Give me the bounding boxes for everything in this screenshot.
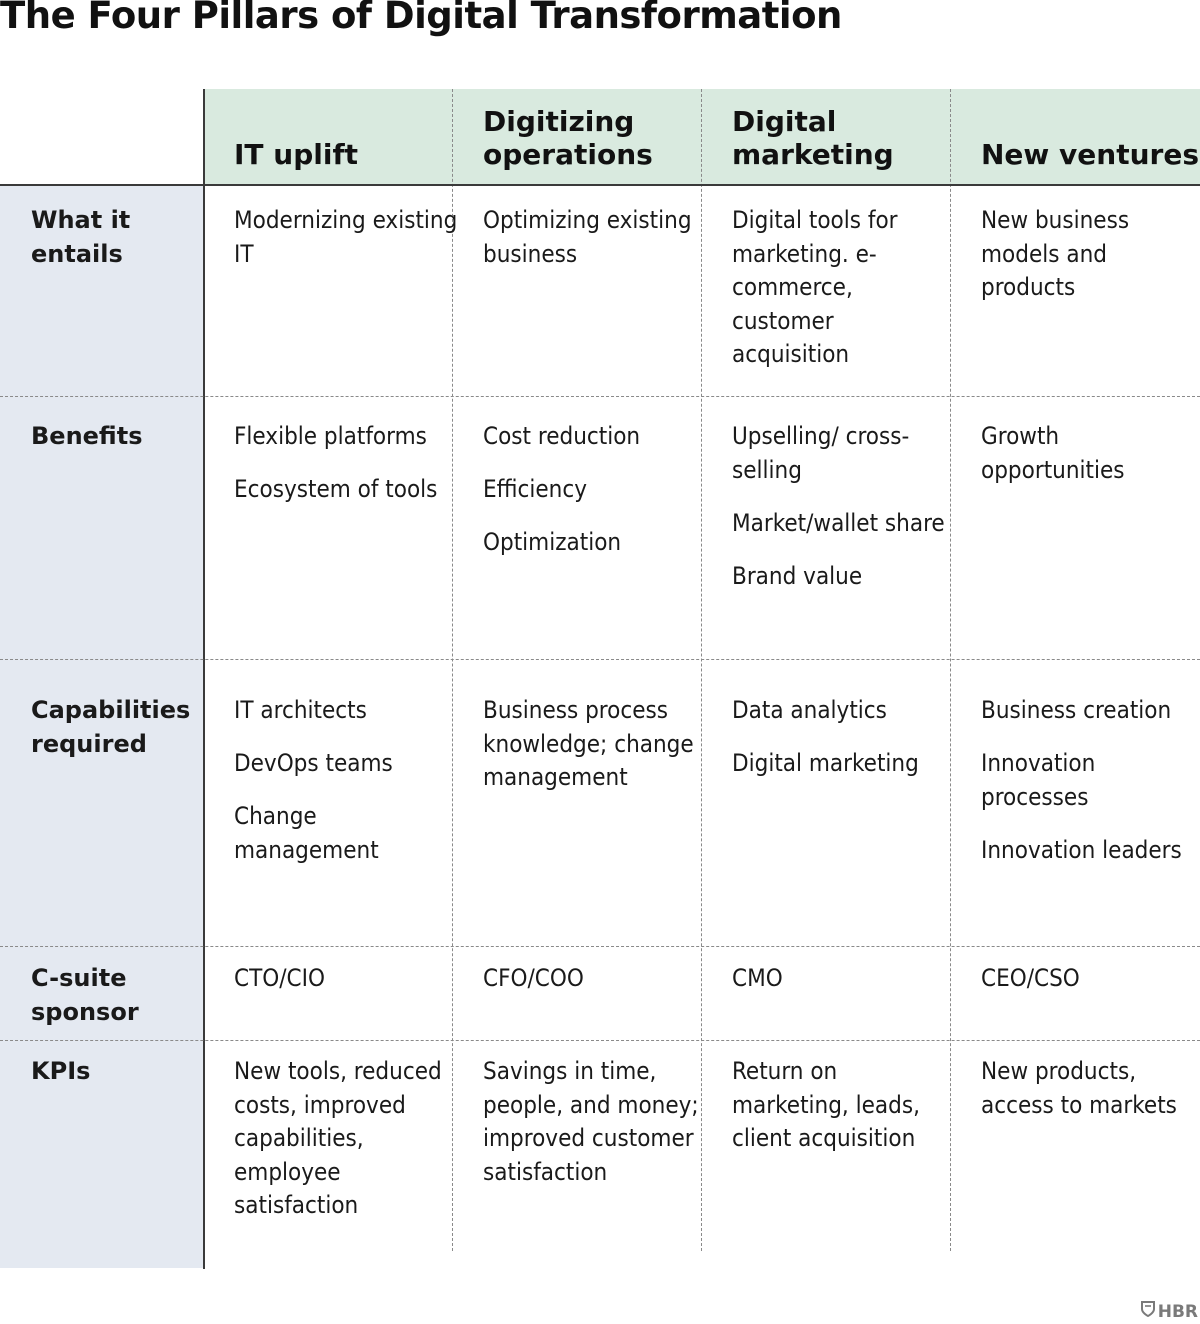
cell-text: Business process knowledge; change management [483, 696, 694, 791]
table-cell [483, 420, 708, 579]
table-cell [234, 694, 459, 887]
cell-text: Business creation [981, 696, 1172, 724]
divider [0, 1040, 1200, 1041]
cell-text: Innovation processes [981, 749, 1096, 811]
divider [0, 396, 1200, 397]
cell-text: Flexible platforms [234, 422, 427, 450]
cell-text: CMO [732, 964, 783, 992]
row-label-c-suite-sponsor: C-suite sponsor [31, 964, 139, 1026]
row-label-capabilities-required: Capabilities required [31, 696, 191, 758]
table-cell [234, 420, 459, 526]
cell-text: Digital tools for marketing. e-commerce, customer acquisition [732, 206, 898, 368]
page-title: The Four Pillars of Digital Transformation [0, 0, 842, 37]
cell-text: CFO/COO [483, 964, 584, 992]
divider [203, 89, 205, 1269]
table-cell [234, 204, 459, 291]
column-header-digital-marketing: Digital marketing [732, 105, 894, 171]
table-cell [981, 420, 1200, 507]
cell-text: Ecosystem of tools [234, 475, 438, 503]
cell-text: Modernizing existing IT [234, 206, 458, 268]
table-cell [483, 204, 708, 291]
cell-text: Digital marketing [732, 749, 919, 777]
cell-text: DevOps teams [234, 749, 393, 777]
row-label-what-it-entails: What it entails [31, 206, 131, 268]
row-label-benefits: Benefits [31, 422, 143, 450]
cell-text: Optimizing existing business [483, 206, 692, 268]
shield-icon [1141, 1301, 1155, 1322]
logo-text: HBR [1157, 1301, 1198, 1322]
cell-text: Return on marketing, leads, client acquisition [732, 1057, 920, 1152]
cell-text: Growth opportunities [981, 422, 1125, 484]
table-cell [981, 1055, 1200, 1142]
table-cell [483, 694, 708, 814]
cell-text: Cost reduction [483, 422, 641, 450]
cell-text: Brand value [732, 561, 863, 590]
cell-text: Change management [234, 802, 379, 864]
table-cell [234, 1055, 459, 1242]
cell-text: CTO/CIO [234, 964, 325, 992]
cell-text: Innovation leaders [981, 835, 1182, 864]
divider [0, 659, 1200, 660]
cell-text: CEO/CSO [981, 964, 1080, 992]
cell-text: New business models and products [981, 206, 1130, 301]
cell-text: IT architects [234, 696, 367, 724]
table-cell [483, 962, 708, 1015]
column-header-it-uplift: IT uplift [234, 138, 359, 171]
cell-text: New products, access to markets [981, 1057, 1177, 1119]
divider [0, 946, 1200, 947]
table-cell [981, 204, 1200, 324]
column-header-new-ventures: New ventures [981, 138, 1199, 171]
cell-text: New tools, reduced costs, improved capabilities, employee satisfaction [234, 1057, 442, 1219]
table-cell [981, 962, 1200, 1015]
cell-text: Upselling/ cross-selling [732, 422, 910, 484]
table-cell [732, 204, 957, 391]
table-cell [732, 962, 957, 1015]
table-cell [234, 962, 459, 1015]
hbr-logo [1141, 1301, 1198, 1322]
table-cell [981, 694, 1200, 887]
cell-text: Data analytics [732, 696, 887, 724]
column-header-digitizing-operations: Digitizing operations [483, 105, 653, 171]
row-label-kpis: KPIs [31, 1057, 91, 1085]
table-cell [732, 1055, 957, 1175]
table-cell [732, 694, 957, 800]
table-cell [483, 1055, 708, 1209]
cell-text: Market/wallet share [732, 508, 945, 537]
table-cell [732, 420, 957, 613]
cell-text: Efficiency [483, 475, 588, 503]
cell-text: Optimization [483, 528, 622, 556]
cell-text: Savings in time, people, and money; improved customer satisfaction [483, 1057, 699, 1186]
